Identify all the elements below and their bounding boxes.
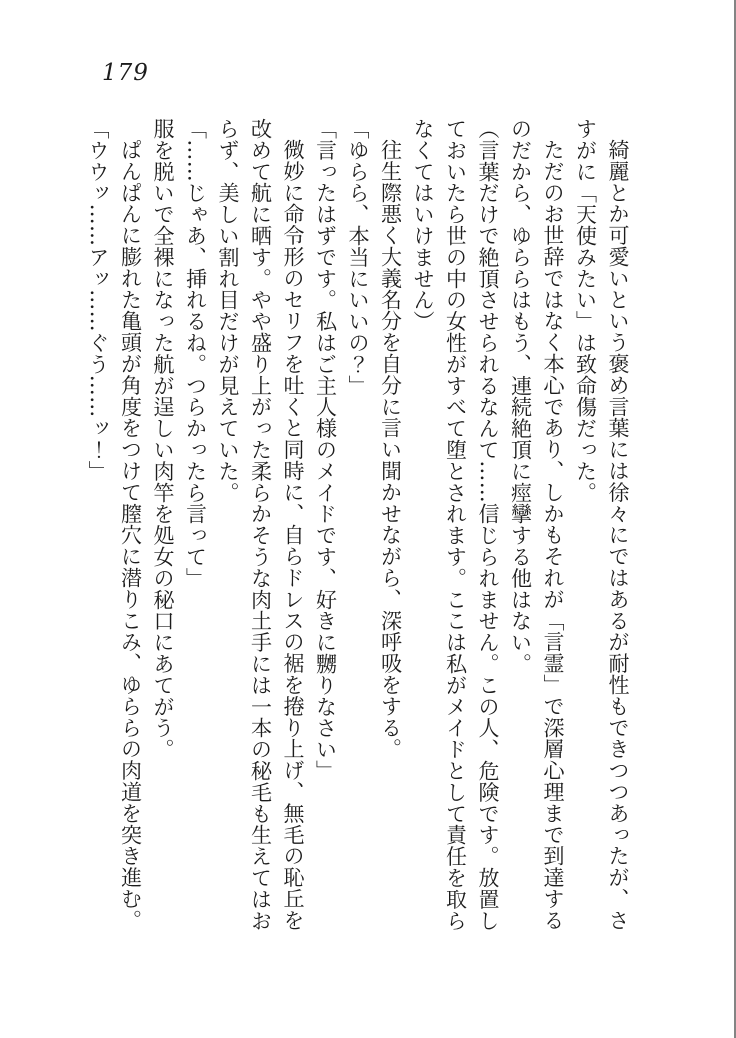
text-line: 「言ったはずです。私はご主人様のメイドです、好きに嬲りなさい」: [313, 118, 338, 782]
text-line: 「ゆらら、本当にいいの？」: [346, 118, 370, 397]
text-line: 往生際悪く大義名分を自分に言い聞かせながら、深呼吸をする。: [378, 139, 403, 760]
page-number: 179: [102, 60, 149, 86]
text-line: 微妙に命令形のセリフを吐くと同時に、自らドレスの裾を捲り上げ、無毛の恥丘を: [281, 139, 305, 931]
text-line: のだから、ゆららはもう、連続絶頂に痙攣する他はない。: [508, 118, 533, 675]
text-line: 「ウウッ……アッ……ぐう……ッ！」: [86, 118, 110, 482]
text-line: らず、美しい割れ目だけが見えていた。: [216, 118, 240, 504]
text-line: 「……じゃあ、挿れるね。つらかったら言って」: [183, 118, 208, 589]
text-line: （言葉だけで絶頂させられるなんて……信じられません。この人、危険です。放置し: [476, 118, 500, 932]
text-line: ぱんぱんに膨れた亀頭が角度をつけて膣穴に潜りこみ、ゆららの肉道を突き進む。: [118, 139, 143, 931]
vertical-text-block: [82, 118, 635, 960]
text-line: 綺麗とか可愛いという褒め言葉には徐々にではあるが耐性もできつつあったが、さ: [606, 139, 630, 931]
text-line: すがに「天使みたい」は致命傷だった。: [573, 118, 598, 504]
text-line: ただのお世辞ではなく本心であり、しかもそれが「言霊」で深層心理まで到達する: [541, 139, 565, 931]
text-line: 服を脱いで全裸になった航が逞しい肉竿を処女の秘口にあてがう。: [151, 118, 175, 760]
text-line: ておいたら世の中の女性がすべて堕とされます。ここは私がメイドとして責任を取ら: [443, 118, 468, 932]
text-line: なくてはいけません）: [411, 118, 435, 332]
text-line: 改めて航に晒す。やや盛り上がった柔らかそうな肉土手には一本の秘毛も生えてはお: [248, 118, 273, 932]
